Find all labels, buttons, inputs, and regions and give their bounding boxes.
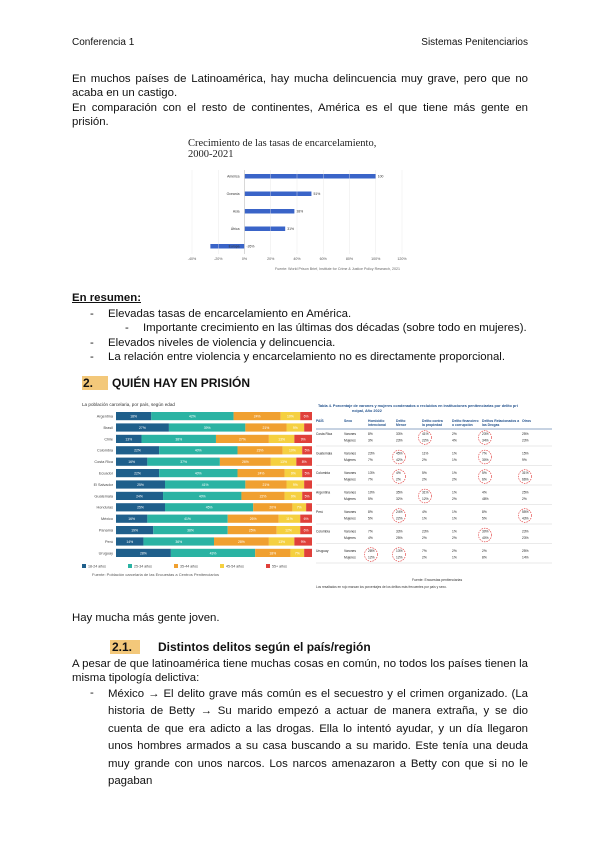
segment-label: 24% <box>136 494 143 499</box>
segment-label: 16% <box>128 517 136 522</box>
table-cell: 2% <box>396 477 401 482</box>
stack-segment <box>304 480 312 488</box>
table-cell: Mujeres <box>344 536 356 540</box>
table-cell: 43% <box>522 516 529 521</box>
segment-label: 6% <box>303 528 309 533</box>
table-cell: 31% <box>522 471 529 475</box>
table-cell: 1% <box>452 458 457 462</box>
table-cell: 8% <box>368 432 373 436</box>
table-cell: Varones <box>344 432 357 436</box>
value-label: 51% <box>313 191 321 196</box>
category-label: Guatemala <box>94 494 113 499</box>
segment-label: 5% <box>304 494 310 499</box>
category-label: Uruguay <box>98 551 113 556</box>
section-2-1-intro: A pesar de que latinoamérica tiene muchas cosas en común, no todos los países tienen la misma tipología delictiva: <box>72 658 528 684</box>
segment-label: 40% <box>194 448 202 453</box>
legend-swatch <box>128 564 132 568</box>
chart-title: La población carcelaria, por país, según edad <box>82 402 175 407</box>
table-cell: 35% <box>396 490 403 495</box>
table-cell: 4% <box>422 510 427 514</box>
summary-heading: En resumen: <box>72 292 141 304</box>
header-line: Delitos Relacionados a <box>482 419 520 423</box>
segment-label: 38% <box>175 437 183 442</box>
segment-label: 41% <box>184 517 191 522</box>
x-tick-label: 40% <box>293 257 301 261</box>
intro-paragraph-2: En comparación con el resto de continentes, América es el que tiene más gente en prisión. <box>72 102 528 128</box>
segment-label: 25% <box>248 528 256 533</box>
segment-label: 13% <box>278 437 286 442</box>
segment-label: 43% <box>209 551 217 556</box>
stack-segment <box>304 423 312 431</box>
table-cell: 6% <box>482 477 487 482</box>
value-label: 31% <box>287 226 294 231</box>
table-cell: 2% <box>482 549 487 553</box>
segment-label: 26% <box>249 517 257 522</box>
x-tick-label: 20% <box>267 257 275 261</box>
chart-source: Fuente: Población carcelaria de las Encuestas a Centros Penitenciarios <box>92 572 219 577</box>
column-header <box>368 419 386 427</box>
table-cell: 25% <box>522 490 529 495</box>
table-cell: 7% <box>368 529 373 534</box>
segment-label: 22% <box>134 448 141 453</box>
table-cell: 10% <box>368 490 375 495</box>
table-cell: 1% <box>452 451 457 456</box>
segment-label: 18% <box>269 551 277 556</box>
table-cell: 28% <box>368 549 375 553</box>
table-cell: 5% <box>482 516 487 521</box>
table-cell: 24% <box>396 510 403 514</box>
table-cell: Uruguay <box>316 549 329 553</box>
table-cell: 34% <box>482 438 489 443</box>
table-cell: 23% <box>522 529 529 534</box>
segment-label: 27% <box>239 437 246 442</box>
table-cell: 12% <box>422 497 429 501</box>
table-cell: Varones <box>344 490 357 495</box>
segment-label: 40% <box>198 494 206 499</box>
chart-title-line: 2000-2021 <box>188 149 234 160</box>
table-cell: 12% <box>396 555 403 560</box>
table-cell: 1% <box>422 516 427 521</box>
segment-label: 25% <box>137 482 144 487</box>
table-cell: 23% <box>482 432 489 436</box>
table-cell: 1% <box>452 516 457 521</box>
bar <box>245 227 286 232</box>
segment-label: 9% <box>300 539 306 544</box>
table-cell: 2% <box>452 549 457 553</box>
table-cell: Mujeres <box>344 497 356 501</box>
segment-label: 38% <box>187 528 194 533</box>
table-cell: 13% <box>368 471 375 475</box>
segment-label: 16% <box>128 460 136 465</box>
table-cell: 2% <box>452 497 457 501</box>
table-cell: 25% <box>522 432 529 436</box>
table-cell: Mujeres <box>344 477 356 482</box>
category-label: Ecuador <box>98 471 113 476</box>
category-label: Chile <box>104 437 113 442</box>
chart-title <box>188 138 376 160</box>
bullet-dash: - <box>90 337 94 349</box>
table-cell: 22% <box>396 516 403 521</box>
segment-label: 20% <box>269 505 277 510</box>
incarceration-growth-chart <box>180 130 420 272</box>
table-cell: 4% <box>396 471 401 475</box>
x-tick-label: 100% <box>371 257 381 261</box>
table-cell: 7% <box>422 549 427 553</box>
segment-label: 10% <box>287 414 294 419</box>
table-cell: Argentina <box>316 490 331 495</box>
table-cell: 2% <box>422 477 427 482</box>
table-cell: 1% <box>452 490 457 495</box>
x-tick-label: 120% <box>397 257 407 261</box>
table-cell: 8% <box>482 510 487 514</box>
legend-swatch <box>174 564 178 568</box>
segment-label: 13% <box>280 460 287 465</box>
table-cell: 40% <box>482 536 489 540</box>
header-course: Conferencia 1 <box>72 37 135 48</box>
intro-paragraph-1: En muchos países de Latinoamérica, hay mucha delincuencia muy grave, pero que no acaba en un castigo. <box>72 73 528 99</box>
table-cell: 5% <box>422 471 427 475</box>
table-cell: 2% <box>422 555 427 560</box>
segment-label: 9% <box>292 482 298 487</box>
segment-label: 37% <box>180 460 188 465</box>
segment-label: 41% <box>201 482 209 487</box>
table-cell: Colombia <box>316 529 330 534</box>
segment-label: 22% <box>259 494 267 499</box>
bar <box>245 192 312 197</box>
table-cell: 66% <box>522 477 529 482</box>
x-tick-label: -20% <box>214 257 223 261</box>
table-cell: 13% <box>396 549 403 553</box>
segment-label: 28% <box>140 551 147 556</box>
table-cell: 8% <box>368 510 373 514</box>
segment-label: 45% <box>205 505 213 510</box>
column-header <box>316 418 324 423</box>
table-cell: 12% <box>368 555 375 560</box>
table-cell: 25% <box>396 536 403 540</box>
segment-label: 36% <box>175 539 183 544</box>
header-line: o corrupción <box>452 423 473 427</box>
table-cell: 1% <box>452 471 457 475</box>
x-tick-label: 60% <box>319 257 327 261</box>
bullet-dash: - <box>90 308 94 320</box>
x-tick-label: -40% <box>187 257 197 261</box>
table-cell: 8% <box>482 555 487 560</box>
segment-label: 8% <box>301 460 307 465</box>
table-cell: 4% <box>482 490 487 495</box>
table-cell: 1% <box>452 529 457 534</box>
table-title-line: Tabla 4. Porcentaje de varones y mujeres condenados o recluidos en instituciones penitenciarias por delito pri <box>318 404 518 408</box>
table-cell: 45% <box>396 451 403 456</box>
segment-label: 7% <box>294 551 300 556</box>
table-cell: 55% <box>522 510 529 514</box>
category-label: Perú <box>104 539 113 544</box>
section-number: 2. <box>82 376 108 390</box>
segment-label: 5% <box>304 471 310 476</box>
category-label: México <box>100 517 113 522</box>
section-title: QUIÉN HAY EN PRISIÓN <box>112 376 251 390</box>
bar <box>245 174 376 179</box>
header-line: la propiedad <box>422 423 443 427</box>
header-line: Sexo <box>344 419 353 423</box>
category-label: Asia <box>232 209 240 214</box>
table-cell: 30% <box>482 529 489 534</box>
segment-label: 24% <box>257 471 265 476</box>
segment-label: 27% <box>139 425 146 430</box>
table-cell: Varones <box>344 451 357 456</box>
segment-label: 40% <box>194 471 202 476</box>
chart-title-line: Crecimiento de las tasas de encarcelamiento, <box>188 138 377 149</box>
legend-swatch <box>266 564 270 568</box>
table-cell: 30% <box>482 458 489 462</box>
category-label: América <box>227 174 240 179</box>
mexico-paragraph: México → El delito grave más común es el secuestro y el crimen organizado. (La historia de Betty → Su marido empezó a actuar de manera extraña, y se dio cuenta de que era adicto a las drogas. Ella lo intentó ayudar, y un día llegaron unos hombres armados a su casa buscando a su marido. Este tenía una deuda muy grande con unos narcos. Los narcos amenazaron a Betty con que si no le pagaban <box>108 688 528 788</box>
segment-label: 9% <box>290 494 296 499</box>
young-people-note: Hay mucha más gente joven. <box>72 612 220 624</box>
table-cell: 7% <box>368 477 373 482</box>
legend-label: 25-34 años <box>134 564 152 569</box>
section-number: 2.1. <box>110 640 140 654</box>
category-label: Europa <box>228 244 240 249</box>
segment-label: 39% <box>203 425 211 430</box>
legend-swatch <box>82 564 86 568</box>
segment-label: 5% <box>304 448 310 453</box>
table-cell: 14% <box>522 555 529 560</box>
table-cell: 3% <box>368 438 373 443</box>
category-label: Argentina <box>96 414 113 419</box>
column-header <box>344 419 352 423</box>
segment-label: 9% <box>292 425 298 430</box>
section-title: Distintos delitos según el país/región <box>158 640 371 654</box>
table-cell: 11% <box>422 451 429 456</box>
table-source: Fuente: Encuestas penitenciarias <box>412 578 463 582</box>
table-cell: 23% <box>396 438 403 443</box>
segment-label: 28% <box>238 539 245 544</box>
table-cell: 33% <box>396 432 403 436</box>
table-cell: Colombia <box>316 471 330 475</box>
column-header <box>452 419 479 427</box>
segment-label: 13% <box>125 437 133 442</box>
segment-label: 21% <box>262 425 270 430</box>
header-line: Otros <box>522 419 532 423</box>
column-header <box>422 419 443 427</box>
table-cell: 9% <box>522 458 527 462</box>
crime-type-table <box>312 398 556 598</box>
bullet-dash: - <box>125 322 129 334</box>
segment-label: 26% <box>241 460 249 465</box>
segment-label: 9% <box>290 471 296 476</box>
header-line: intencional <box>368 423 386 427</box>
x-tick-label: 0% <box>241 257 248 261</box>
table-cell: 23% <box>368 451 375 456</box>
table-cell: Mujeres <box>344 458 356 462</box>
x-tick-label: 80% <box>345 257 354 261</box>
summary-item-text: La relación entre violencia y encarcelamiento no es directamente proporcional. <box>108 351 505 363</box>
header-line: Delito <box>396 419 406 423</box>
segment-label: 14% <box>126 539 134 544</box>
table-cell: Varones <box>344 471 357 475</box>
chart-source: Fuente: World Prison Brief, Institute for Crime & Justice Policy Research, 2021 <box>275 267 400 271</box>
legend-label: 55+ años <box>272 564 287 569</box>
table-cell: Varones <box>344 549 357 553</box>
category-label: Oceanía <box>226 191 240 196</box>
header-line: Homicidio <box>368 419 385 423</box>
table-cell: 1% <box>452 510 457 514</box>
segment-label: 9% <box>300 437 306 442</box>
bullet-dash: - <box>90 351 94 363</box>
segment-label: 25% <box>137 505 144 510</box>
table-cell: 23% <box>422 529 429 534</box>
category-label: Colombia <box>96 448 113 453</box>
table-cell: 7% <box>368 458 373 462</box>
table-cell: 33% <box>396 529 403 534</box>
table-cell: 5% <box>368 516 373 521</box>
table-cell: 2% <box>422 458 427 462</box>
summary-item-text: Elevadas tasas de encarcelamiento en América. <box>108 308 352 320</box>
table-cell: Costa Rica <box>316 432 333 436</box>
age-distribution-chart <box>72 398 322 580</box>
header-line: las Drogas <box>482 423 500 427</box>
segment-label: 21% <box>262 482 270 487</box>
table-cell: 41% <box>422 432 429 436</box>
table-cell: 1% <box>452 555 457 560</box>
summary-item-text: Elevados niveles de violencia y delincuencia. <box>108 337 336 349</box>
segment-label: 6% <box>303 517 309 522</box>
table-title-line: ncipal, Año 2022 <box>352 409 382 413</box>
segment-label: 11% <box>286 517 293 522</box>
table-cell: 25% <box>522 549 529 553</box>
table-cell: 15% <box>522 451 529 456</box>
segment-label: 19% <box>131 528 139 533</box>
segment-label: 22% <box>134 471 141 476</box>
header-line: PAÍS <box>316 419 324 423</box>
table-cell: 2% <box>452 432 457 436</box>
segment-label: 42% <box>189 414 196 419</box>
segment-label: 24% <box>253 414 261 419</box>
table-title <box>318 404 518 413</box>
table-cell: 5% <box>368 497 373 501</box>
table-cell: 48% <box>482 497 489 501</box>
table-cell: 2% <box>422 536 427 540</box>
column-header <box>522 419 531 423</box>
segment-label: 7% <box>296 505 302 510</box>
table-cell: 4% <box>452 438 457 443</box>
segment-label: 6% <box>303 414 309 419</box>
table-cell: Mujeres <box>344 555 356 560</box>
table-cell: 4% <box>368 536 373 540</box>
legend-label: 35-44 años <box>180 564 198 569</box>
category-label: Brasil <box>103 425 113 430</box>
category-label: África <box>230 226 240 231</box>
table-cell: 2% <box>522 497 527 501</box>
table-cell: 22% <box>422 438 429 443</box>
table-cell: 2% <box>452 477 457 482</box>
category-label: Costa Rica <box>94 460 113 465</box>
bullet-dash: - <box>90 687 94 699</box>
table-cell: Guatemala <box>316 451 333 456</box>
category-label: Honduras <box>96 505 113 510</box>
value-label: 38% <box>296 209 304 214</box>
value-label: -26% <box>246 244 255 249</box>
table-note: Los resaltados en rojo marcan los porcentajes de los delitos más frecuentes por país y sexo. <box>316 585 447 589</box>
segment-label: 10% <box>289 448 296 453</box>
segment-label: 12% <box>285 528 292 533</box>
table-cell: 23% <box>522 438 529 443</box>
table-cell: 32% <box>396 497 403 501</box>
header-subject: Sistemas Penitenciarios <box>421 37 528 48</box>
legend-label: 18-24 años <box>88 564 106 569</box>
legend-label: 45-54 años <box>226 564 244 569</box>
category-label: El Salvador <box>93 482 113 487</box>
legend-swatch <box>220 564 224 568</box>
column-header <box>482 419 519 427</box>
segment-label: 13% <box>278 539 286 544</box>
table-cell: Varones <box>344 510 357 514</box>
table-cell: Mujeres <box>344 438 356 443</box>
table-cell: 2% <box>452 536 457 540</box>
table-cell: Mujeres <box>344 516 356 521</box>
header-line: Delito financiero <box>452 419 479 423</box>
bar <box>245 209 295 214</box>
category-label: Panamá <box>98 528 113 533</box>
segment-label: 18% <box>130 414 138 419</box>
column-header <box>396 419 407 427</box>
table-cell: 31% <box>422 490 429 495</box>
segment-label: 23% <box>256 448 264 453</box>
summary-item-text: Importante crecimiento en las últimas dos décadas (sobre todo en mujeres). <box>143 322 527 334</box>
table-cell: Varones <box>344 529 357 534</box>
table-cell: 7% <box>482 451 487 456</box>
value-label: 100 <box>377 174 384 179</box>
table-cell: Perú <box>316 510 323 514</box>
table-cell: 5% <box>482 471 487 475</box>
header-line: Delito contra <box>422 419 443 423</box>
header-line: Menor <box>396 423 407 427</box>
table-cell: 23% <box>522 536 529 540</box>
table-cell: 42% <box>396 458 403 462</box>
stack-segment <box>304 549 312 557</box>
